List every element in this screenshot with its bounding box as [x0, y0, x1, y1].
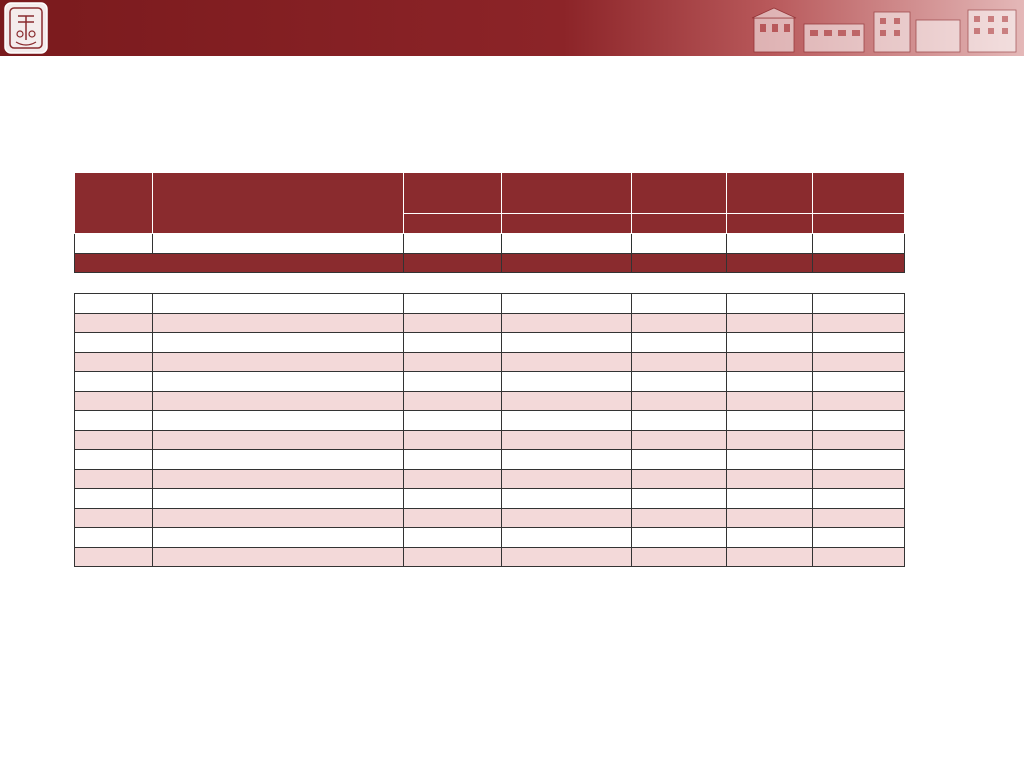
header-banner: [0, 0, 1024, 56]
cell-modificado: [404, 234, 502, 254]
cell-descripcion: [153, 333, 404, 353]
cell-modificado: [404, 411, 502, 431]
cell-devengado: [632, 547, 727, 567]
cell-por-ejercer: [813, 547, 905, 567]
cell-descripcion: [153, 469, 404, 489]
cell-pagado: [727, 391, 813, 411]
cell-descripcion: [153, 234, 404, 254]
cell-por-ejercer: [813, 294, 905, 314]
cell-partida: [75, 547, 153, 567]
cell-partida: [75, 489, 153, 509]
cell-devengado: [632, 372, 727, 392]
header-partida: [75, 173, 153, 234]
cell-por-ejercer: [813, 352, 905, 372]
table-row: [75, 391, 905, 411]
budget-table-detail-section: [74, 293, 905, 567]
cell-devengado: [632, 234, 727, 254]
cell-modificado: [404, 547, 502, 567]
cell-comprometido: [502, 294, 632, 314]
header-col-number-1: [404, 213, 502, 233]
cell-por-ejercer: [813, 430, 905, 450]
cell-comprometido: [502, 372, 632, 392]
header-col-number-5: [813, 213, 905, 233]
header-pagado: [727, 173, 813, 214]
cell-comprometido: [502, 508, 632, 528]
cell-pagado: [727, 411, 813, 431]
cell-modificado: [404, 352, 502, 372]
cell-descripcion: [153, 372, 404, 392]
cell-modificado: [404, 372, 502, 392]
cell-pagado: [727, 333, 813, 353]
cell-comprometido: [502, 430, 632, 450]
header-modificado: [404, 173, 502, 214]
cell-pagado: [727, 430, 813, 450]
hospital-buildings-icon: [744, 4, 1020, 54]
cell-por-ejercer: [813, 528, 905, 548]
header-col-number-3: [632, 213, 727, 233]
header-devengado: [632, 173, 727, 214]
table-row: [75, 489, 905, 509]
cell-comprometido: [502, 391, 632, 411]
cell-partida: [75, 411, 153, 431]
cell-comprometido: [502, 313, 632, 333]
cell-modificado: [404, 489, 502, 509]
cell-pagado: [727, 313, 813, 333]
header-col-number-2: [502, 213, 632, 233]
subtotal-comprometido: [502, 253, 632, 273]
cell-descripcion: [153, 528, 404, 548]
cell-modificado: [404, 508, 502, 528]
table-row: [75, 430, 905, 450]
cell-modificado: [404, 469, 502, 489]
cell-modificado: [404, 528, 502, 548]
cell-comprometido: [502, 333, 632, 353]
cell-pagado: [727, 450, 813, 470]
cell-comprometido: [502, 450, 632, 470]
subtotal-por-ejercer: [813, 253, 905, 273]
cell-comprometido: [502, 547, 632, 567]
cell-por-ejercer: [813, 372, 905, 392]
table-row: [75, 547, 905, 567]
cell-partida: [75, 352, 153, 372]
cell-pagado: [727, 528, 813, 548]
subtotal-row: [75, 253, 905, 273]
cell-por-ejercer: [813, 234, 905, 254]
cell-partida: [75, 508, 153, 528]
cell-descripcion: [153, 294, 404, 314]
subtotal-pagado: [727, 253, 813, 273]
cell-por-ejercer: [813, 333, 905, 353]
cell-partida: [75, 391, 153, 411]
cell-por-ejercer: [813, 391, 905, 411]
cell-devengado: [632, 294, 727, 314]
cell-devengado: [632, 508, 727, 528]
cell-devengado: [632, 469, 727, 489]
cell-descripcion: [153, 508, 404, 528]
cell-modificado: [404, 391, 502, 411]
cell-pagado: [727, 234, 813, 254]
cell-devengado: [632, 489, 727, 509]
cell-descripcion: [153, 391, 404, 411]
cell-partida: [75, 234, 153, 254]
header-por-ejercer: [813, 173, 905, 214]
cell-devengado: [632, 333, 727, 353]
cell-por-ejercer: [813, 489, 905, 509]
cell-descripcion: [153, 489, 404, 509]
cell-devengado: [632, 411, 727, 431]
cell-partida: [75, 469, 153, 489]
subtotal-label: [75, 253, 404, 273]
cell-modificado: [404, 294, 502, 314]
cell-por-ejercer: [813, 469, 905, 489]
cell-por-ejercer: [813, 313, 905, 333]
cell-devengado: [632, 352, 727, 372]
cell-pagado: [727, 547, 813, 567]
cell-comprometido: [502, 352, 632, 372]
cell-descripcion: [153, 430, 404, 450]
cell-modificado: [404, 313, 502, 333]
cell-descripcion: [153, 313, 404, 333]
cell-descripcion: [153, 352, 404, 372]
cell-comprometido: [502, 411, 632, 431]
cell-partida: [75, 294, 153, 314]
cell-descripcion: [153, 547, 404, 567]
table-row: [75, 508, 905, 528]
cell-pagado: [727, 372, 813, 392]
cell-partida: [75, 313, 153, 333]
table-row: [75, 411, 905, 431]
cell-partida: [75, 528, 153, 548]
cell-partida: [75, 372, 153, 392]
cell-comprometido: [502, 489, 632, 509]
cell-modificado: [404, 333, 502, 353]
table-row: [75, 372, 905, 392]
header-col-number-4: [727, 213, 813, 233]
cell-pagado: [727, 469, 813, 489]
subtotal-devengado: [632, 253, 727, 273]
subtotal-modificado: [404, 253, 502, 273]
table-row: [75, 528, 905, 548]
table-row: [75, 294, 905, 314]
cell-por-ejercer: [813, 450, 905, 470]
cell-comprometido: [502, 234, 632, 254]
cell-por-ejercer: [813, 411, 905, 431]
table-row: [75, 313, 905, 333]
university-crest-icon: [4, 2, 48, 54]
cell-devengado: [632, 391, 727, 411]
cell-pagado: [727, 508, 813, 528]
cell-comprometido: [502, 469, 632, 489]
cell-comprometido: [502, 528, 632, 548]
table-row: [75, 234, 905, 254]
budget-table-header-section: [74, 172, 905, 273]
table-row: [75, 469, 905, 489]
cell-devengado: [632, 430, 727, 450]
cell-descripcion: [153, 450, 404, 470]
header-comprometido: [502, 173, 632, 214]
cell-partida: [75, 450, 153, 470]
table-row: [75, 352, 905, 372]
cell-partida: [75, 333, 153, 353]
table-row: [75, 333, 905, 353]
cell-pagado: [727, 294, 813, 314]
cell-devengado: [632, 528, 727, 548]
cell-modificado: [404, 450, 502, 470]
cell-descripcion: [153, 411, 404, 431]
cell-devengado: [632, 450, 727, 470]
cell-pagado: [727, 352, 813, 372]
cell-pagado: [727, 489, 813, 509]
cell-devengado: [632, 313, 727, 333]
cell-partida: [75, 430, 153, 450]
table-row: [75, 450, 905, 470]
cell-por-ejercer: [813, 508, 905, 528]
cell-modificado: [404, 430, 502, 450]
header-descripcion: [153, 173, 404, 234]
